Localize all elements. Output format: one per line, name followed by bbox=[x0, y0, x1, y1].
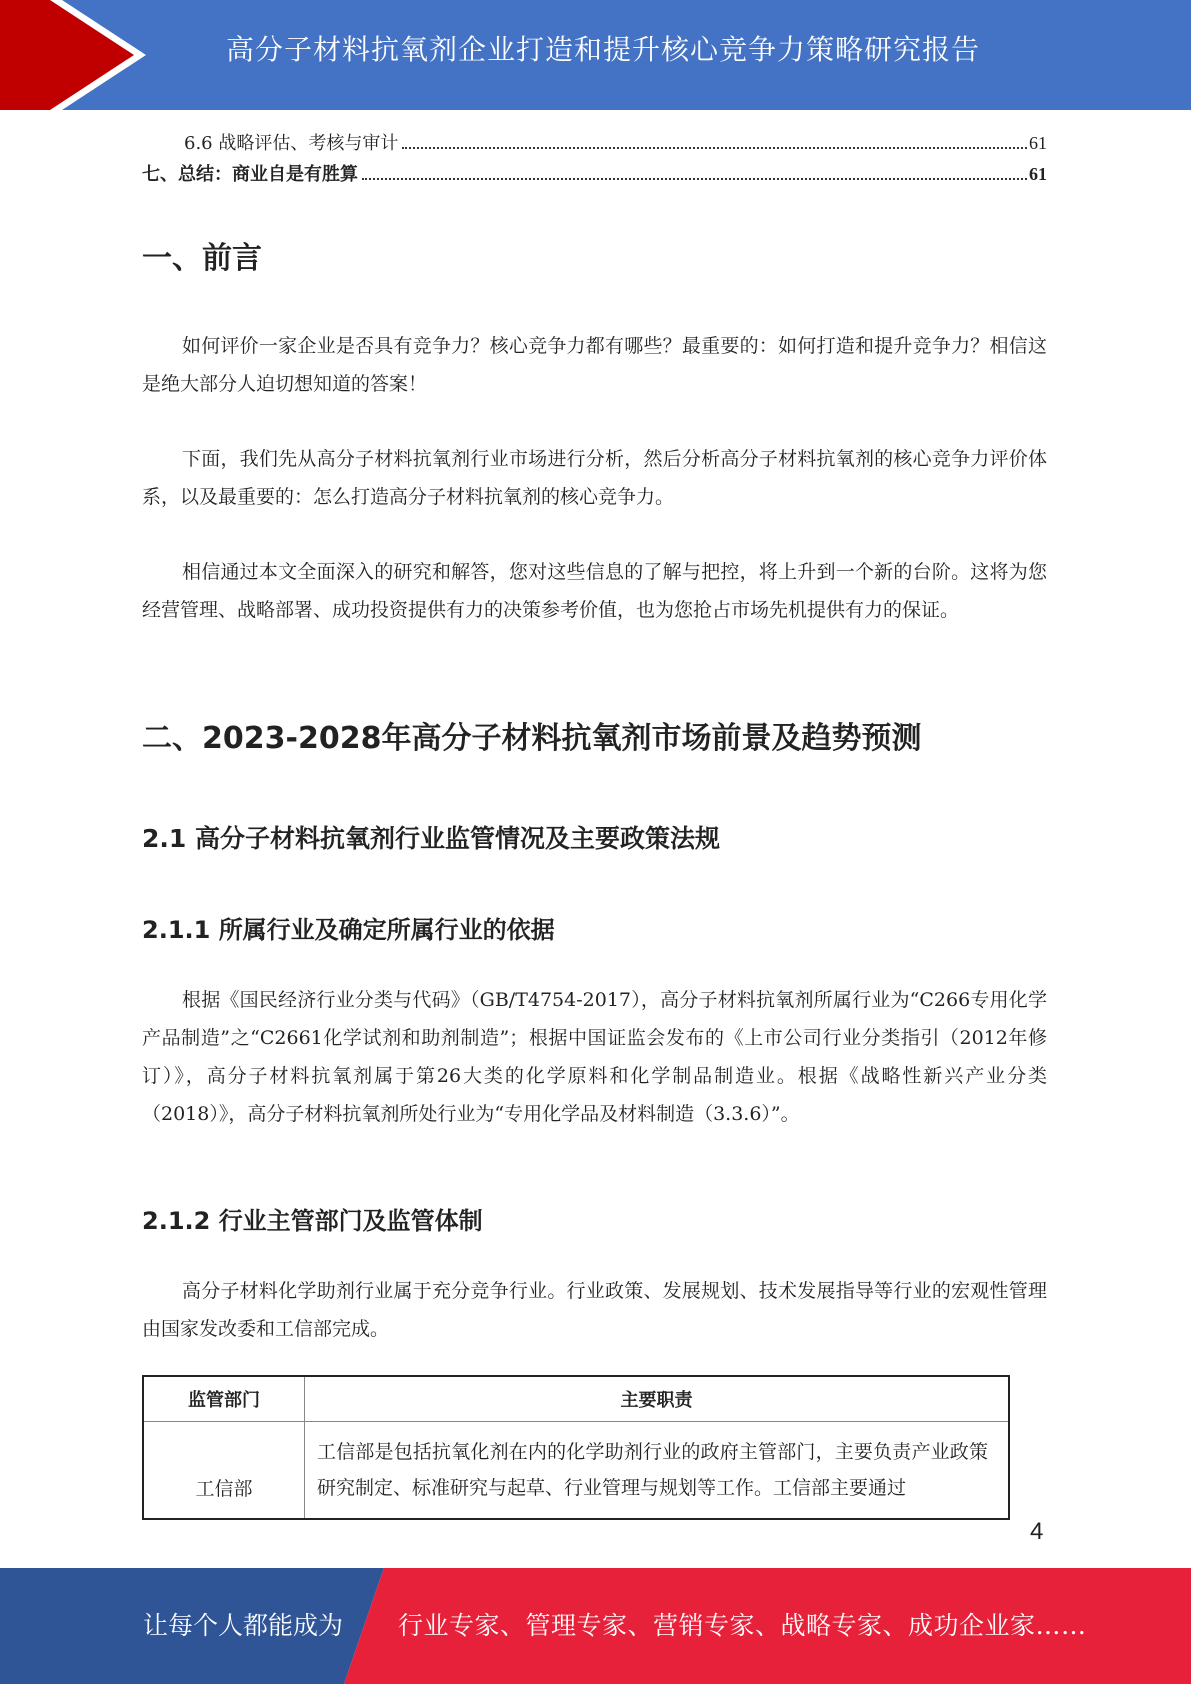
header-chevron-decoration bbox=[0, 0, 160, 110]
table-header-cell: 主要职责 bbox=[305, 1376, 1010, 1422]
toc-entry-page: 61 bbox=[1029, 164, 1047, 184]
toc-entry-page: 61 bbox=[1029, 133, 1047, 153]
page-header bbox=[0, 0, 1191, 110]
body-paragraph: 下面，我们先从高分子材料抗氧剂行业市场进行分析，然后分析高分子材料抗氧剂的核心竞争力评价体系，以及最重要的：怎么打造高分子材料抗氧剂的核心竞争力。 bbox=[142, 448, 1047, 508]
subsection-heading-2-1-1: 2.1.1 所属行业及确定所属行业的依据 bbox=[142, 916, 555, 944]
report-title: 高分子材料抗氧剂企业打造和提升核心竞争力策略研究报告 bbox=[225, 33, 980, 66]
regulatory-table bbox=[142, 1375, 1010, 1520]
toc-leader-dots bbox=[362, 178, 1027, 180]
body-paragraph: 根据《国民经济行业分类与代码》（GB/T4754-2017），高分子材料抗氧剂所属行业为“C266专用化学产品制造”之“C2661化学试剂和助剂制造”；根据中国证监会发布的《上市公司行业分类指引（2012年修订）》，高分子材料抗氧剂属于第26大类的化学原料和化学制品制造业。根据《战略性新兴产业分类（2018）》，高分子材料抗氧剂所处行业为“专用化学品及材料制造（3.3.6）”。 bbox=[142, 989, 1047, 1125]
footer-slogan-left: 让每个人都能成为 bbox=[143, 1611, 344, 1640]
page-content bbox=[142, 128, 1047, 1500]
body-paragraph: 如何评价一家企业是否具有竞争力？核心竞争力都有哪些？最重要的：如何打造和提升竞争力？相信这是绝大部分人迫切想知道的答案！ bbox=[142, 335, 1047, 395]
body-paragraph: 相信通过本文全面深入的研究和解答，您对这些信息的了解与把控，将上升到一个新的台阶。这将为您经营管理、战略部署、成功投资提供有力的决策参考价值，也为您抢占市场先机提供有力的保证。 bbox=[142, 561, 1047, 621]
table-header-cell: 监管部门 bbox=[143, 1376, 305, 1422]
toc-leader-dots bbox=[402, 147, 1027, 149]
toc-entry[interactable] bbox=[142, 159, 1047, 190]
body-paragraph: 高分子材料化学助剂行业属于充分竞争行业。行业政策、发展规划、技术发展指导等行业的宏观性管理由国家发改委和工信部完成。 bbox=[142, 1280, 1047, 1340]
page-number: 4 bbox=[1030, 1518, 1044, 1545]
toc-entry-label: 6.6 战略评估、考核与审计 bbox=[184, 133, 399, 154]
page-footer bbox=[0, 1568, 1191, 1684]
section-heading-preface: 一、前言 bbox=[142, 241, 262, 276]
subsection-heading-2-1-2: 2.1.2 行业主管部门及监管体制 bbox=[142, 1207, 483, 1235]
table-cell-dept: 工信部 bbox=[143, 1422, 305, 1520]
toc-entry-label: 七、总结：商业自是有胜算 bbox=[142, 164, 358, 185]
footer-slogan-right: 行业专家、管理专家、营销专家、战略专家、成功企业家…… bbox=[398, 1611, 1087, 1640]
table-header-row bbox=[143, 1376, 1009, 1422]
table-of-contents bbox=[142, 128, 1047, 190]
toc-entry[interactable] bbox=[142, 128, 1047, 159]
table-row bbox=[143, 1422, 1009, 1520]
table-cell-duty: 工信部是包括抗氧化剂在内的化学助剂行业的政府主管部门，主要负责产业政策研究制定、标准研究与起草、行业管理与规划等工作。工信部主要通过 bbox=[305, 1422, 1010, 1520]
subsection-heading-2-1: 2.1 高分子材料抗氧剂行业监管情况及主要政策法规 bbox=[142, 824, 720, 853]
section-heading-forecast: 二、2023-2028年高分子材料抗氧剂市场前景及趋势预测 bbox=[142, 721, 922, 756]
